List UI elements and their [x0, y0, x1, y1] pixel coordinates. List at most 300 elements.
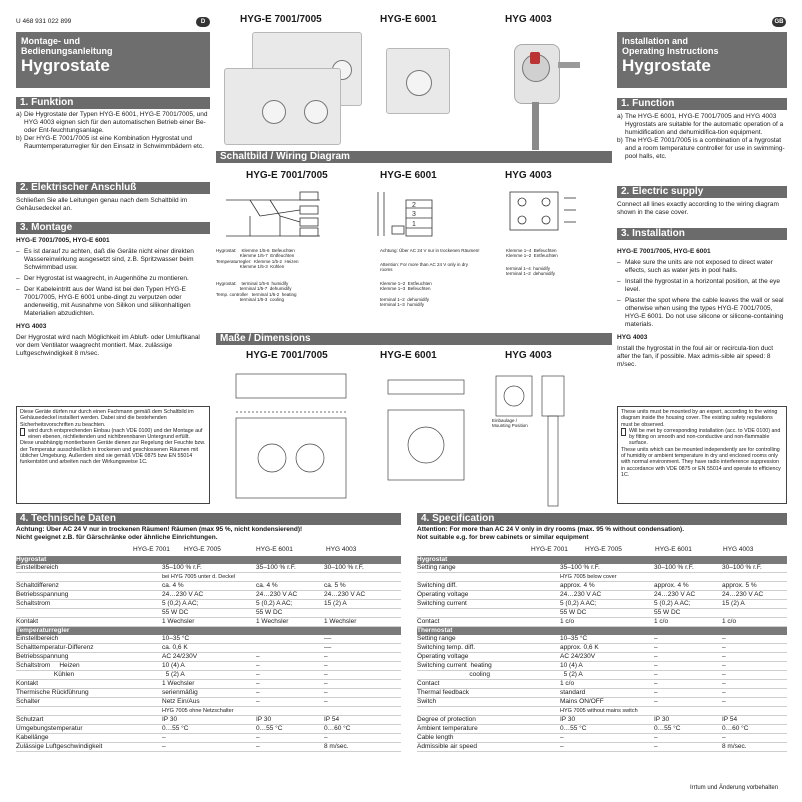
heading-de-3: HYG-E 7001/7005, HYG-E 6001 — [16, 237, 110, 244]
table-cell: ca. 0,6 K — [162, 644, 188, 651]
table-cell: approx. 0,6 K — [560, 644, 599, 651]
table-cell: 10 (4) A — [162, 662, 185, 669]
table-cell: 30–100 % r.F. — [324, 564, 364, 571]
table-cell: cooling — [417, 671, 490, 678]
table-cell — [560, 627, 654, 635]
table-cell: – — [324, 662, 328, 669]
table-de-col-2: HYG-E 7005 — [184, 546, 221, 553]
table-cell — [16, 609, 162, 617]
table-cell: Thermal feedback — [417, 689, 470, 696]
table-cell: Hygrostat — [417, 556, 448, 563]
table-cell: 5 (0,2) A AC; — [256, 600, 293, 607]
table-cell — [324, 627, 394, 635]
table-cell: 1 Wechsler — [324, 618, 357, 625]
table-en-col-3: HYG-E 6001 — [655, 546, 692, 553]
table-cell: 55 W DC — [560, 609, 587, 616]
table-cell — [722, 609, 782, 617]
table-cell: – — [722, 635, 726, 642]
table-row — [16, 564, 401, 573]
heading-en-3b: HYG 4003 — [617, 334, 648, 341]
table-cell: 10 (4) A — [560, 662, 583, 669]
heading-de-3b: HYG 4003 — [16, 323, 47, 330]
lang-badge-en: GB — [772, 17, 786, 27]
table-en-col-2: HYG-E 7005 — [585, 546, 622, 553]
table-en-colheads — [417, 546, 787, 555]
table-cell: Schalter — [16, 698, 40, 705]
table-cell: Contact — [417, 618, 440, 625]
table-cell: IP 54 — [722, 716, 738, 723]
table-row — [16, 689, 401, 698]
title-sub-en-1: Installation and — [622, 36, 689, 46]
table-row — [16, 573, 401, 582]
table-cell — [654, 707, 722, 715]
table-row — [16, 644, 401, 653]
wiring-diagram-3 — [504, 186, 580, 242]
table-cell: Schutzart — [16, 716, 44, 723]
table-cell: approx. 5 % — [722, 582, 757, 589]
table-cell: Setting range — [417, 564, 456, 571]
wiring-diagram-1 — [220, 186, 328, 246]
section-en-3-body: HYG-E 7001/7005, HYG-E 6001 – Make sure the units are not exposed to direct water effects, such as water jets in pool halls. – Install the hygrostat in a horizontal position, at the eye level. – Plaster the spot where the cable leaves the wall or seal otherwise when using the types HYG-E 7001/7005, HYG-E 6001. Do not use silicone or silicone-containing materials. HYG 4003 Install the hygrostat in the foul air or recircula-tion duct after the fan, if possible. Max admis-sible air speed: 8 m/sec. — [617, 248, 787, 372]
table-row — [417, 707, 787, 716]
table-cell: 1 Wechsler — [256, 618, 289, 625]
text-en-3b: Install the hygrostat in the foul air or recircula-tion duct after the fan, if possible. Max admis-sible air speed: 8 m/sec. — [617, 345, 774, 368]
table-cell — [256, 627, 324, 635]
section-de-1-body: a) Die Hygrostate der Typen HYG-E 6001, HYG-E 7001/7005, und HYG 4003 eignen sich für den automatischen Betrieb einer Be- oder Ent-feuchtungsanlage. b) Der HYG-E 7001/7005 ist eine Kombination Hygrostat und Raumtemperaturregler für den Einsatz in Schwimmbädern etc. — [16, 111, 210, 151]
table-row — [417, 573, 787, 582]
table-cell — [324, 556, 394, 564]
table-cell: 24…230 V AC — [256, 591, 298, 598]
title-box-en — [617, 32, 787, 88]
note-de-1: Diese Geräte dürfen nur durch einen Fachmann gemäß dem Schaltbild im Gehäusedeckel installiert werden. Dabei sind die bestehenden Sicherheitsvorschriften zu beachten. — [20, 409, 194, 428]
protection-class-icon — [20, 428, 25, 436]
dim-drawing-3 — [490, 366, 580, 510]
table-cell: HYG 7005 below cover — [560, 574, 617, 580]
table-row — [417, 564, 787, 573]
table-en-col-1: HYG-E 7001 — [531, 546, 568, 553]
table-row — [16, 743, 401, 752]
table-row — [16, 734, 401, 743]
table-cell: 10–35 °C — [560, 635, 588, 642]
table-cell: Switching current — [417, 600, 467, 607]
table-cell: serienmäßig — [162, 689, 198, 696]
table-cell: Switching diff. — [417, 582, 457, 589]
table-cell: – — [560, 734, 564, 741]
table-cell: 1 c/o — [722, 618, 737, 625]
section-en-2: 2. Electric supply — [617, 186, 787, 198]
table-cell — [417, 609, 560, 617]
table-cell: Betriebsspannung — [16, 591, 69, 598]
table-row — [417, 725, 787, 734]
wiring-legend-3-en: terminal 1–4 humidify terminal 1–2 dehumidify — [506, 266, 556, 277]
table-cell: –– — [324, 635, 332, 642]
table-de-col-4: HYG 4003 — [326, 546, 357, 553]
table-cell: Netz Ein/Aus — [162, 698, 200, 705]
dims-bar: Maße / Dimensions — [216, 333, 612, 345]
table-cell: Schaltdifferenz — [16, 582, 59, 589]
table-row — [417, 671, 787, 680]
table-cell: 55 W DC — [162, 609, 189, 616]
table-row — [417, 689, 787, 698]
table-cell: Schaltstrom — [16, 600, 51, 607]
text-en-3-i1: Make sure the units are not exposed to direct water effects, such as water jets in pool halls. — [625, 259, 773, 274]
dims-model-1: HYG-E 7001/7005 — [246, 350, 328, 361]
table-cell: – — [722, 662, 726, 669]
table-row — [16, 635, 401, 644]
table-cell — [16, 573, 162, 581]
table-cell: – — [324, 698, 328, 705]
warning-en-1: Attention: For more than AC 24 V only in dry rooms (max. 95 % without condensation). — [417, 526, 685, 533]
table-cell: Kontakt — [16, 618, 39, 625]
table-row — [417, 609, 787, 618]
table-cell: 24…230 V AC — [654, 591, 696, 598]
table-cell: Setting range — [417, 635, 456, 642]
model-title-3: HYG 4003 — [505, 14, 552, 25]
table-cell — [417, 707, 560, 715]
table-cell: –– — [324, 644, 332, 651]
table-row — [16, 662, 401, 671]
table-cell: 30–100 % r.F. — [654, 564, 694, 571]
section-de-4: 4. Technische Daten — [16, 513, 401, 525]
table-cell: – — [722, 734, 726, 741]
table-cell — [722, 627, 782, 635]
table-group-header — [417, 627, 787, 635]
table-cell: Ambient temperature — [417, 725, 478, 732]
table-cell: 1 c/o — [654, 618, 669, 625]
table-group-header — [16, 627, 401, 635]
table-cell: 10–35 °C — [162, 635, 190, 642]
table-cell: Einstellbereich — [16, 564, 59, 571]
table-cell: – — [256, 698, 260, 705]
wiring-model-3: HYG 4003 — [505, 170, 552, 181]
table-cell: 5 (0,2) A AC; — [560, 600, 597, 607]
text-en-1b: The HYG-E 7001/7005 is a combination of a hygrostat and a room temperature controller for use in swimming-pool halls, etc. — [625, 137, 785, 160]
table-cell: 35–100 % r.F. — [162, 564, 202, 571]
table-cell: Operating voltage — [417, 591, 469, 598]
table-cell: – — [324, 734, 328, 741]
table-cell: 5 (2) A — [560, 671, 583, 678]
table-row — [417, 743, 787, 752]
title-main-de: Hygrostate — [21, 56, 110, 75]
table-row — [417, 618, 787, 627]
table-row — [417, 653, 787, 662]
table-cell — [654, 627, 722, 635]
table-cell: – — [162, 734, 166, 741]
table-cell: Thermostat — [417, 627, 453, 634]
table-cell: – — [324, 680, 328, 687]
table-cell: – — [560, 743, 564, 750]
table-cell — [560, 556, 654, 564]
dim-drawing-2 — [380, 366, 470, 486]
table-cell: – — [654, 680, 658, 687]
table-cell — [256, 573, 324, 581]
wiring-legend-3-de: Klemme 1–4 Befeuchten Klemme 1–2 Entfeuchten — [506, 248, 558, 259]
table-cell: 15 (2) A — [324, 600, 347, 607]
svg-text:1: 1 — [412, 221, 416, 228]
photo-hyg-4003 — [506, 40, 586, 152]
table-row — [417, 734, 787, 743]
table-cell: HYG 7005 ohne Netzschalter — [162, 708, 234, 714]
table-cell: HYG 7005 without mains switch — [560, 708, 638, 714]
table-group-header — [417, 556, 787, 564]
table-cell: Kabellänge — [16, 734, 49, 741]
text-de-1b: Der HYG-E 7001/7005 ist eine Kombination Hygrostat und Raumtemperaturregler für den Einsatz in Schwimmbädern etc. — [24, 135, 204, 150]
text-en-2: Connect all lines exactly according to the wiring diagram shown in the case cover. — [617, 201, 779, 216]
table-cell: 8 m/sec. — [722, 743, 747, 750]
table-cell: 8 m/sec. — [324, 743, 349, 750]
table-cell: – — [256, 662, 260, 669]
warning-de-1: Achtung: Über AC 24 V nur in trockenen Räumen! Räumen (max 95 %, nicht kondensierend)! — [16, 526, 303, 533]
table-cell: Umgebungstemperatur — [16, 725, 83, 732]
table-cell: approx. 4 % — [560, 582, 595, 589]
photo-hyg-7001 — [222, 30, 362, 145]
text-de-3b: Der Hygrostat wird nach Möglichkeit im Abluft- oder Umluftkanal vor dem Ventilator waagrecht montiert. Max. zulässige Luftgeschwindigkeit 8 m/sec. — [16, 334, 200, 357]
note-de-3: Diese unabhängig montierbaren Geräte dienen zur Regelung der Feuchte bzw. der Temperatur ausschließlich in trockenen und geschlossenen Räumen mit üblicher Umgebung. Außerdem sind sie gemäß VDE 0875 bzw EN 55014 funkentstört und arbeiten nach der Wirkungsweise 1C. — [20, 440, 206, 466]
table-cell: 0…55 °C — [654, 725, 681, 732]
svg-text:3: 3 — [412, 211, 416, 218]
table-cell: – — [722, 689, 726, 696]
model-title-2: HYG-E 6001 — [380, 14, 437, 25]
photo-hyg-6001 — [386, 48, 450, 114]
table-cell — [654, 556, 722, 564]
table-cell: 15 (2) A — [722, 600, 745, 607]
section-en-1: 1. Function — [617, 98, 787, 110]
title-sub-en-2: Operating Instructions — [622, 46, 719, 56]
wiring-legend-1-de: Hygrostat: Klemme 1/5-6 Befeuchten Klemme 1/5-7 Entfeuchten Temperaturregler: Klemme 1/5-2 Heizen Klemme 1/5-3 Kühlen — [216, 248, 299, 270]
table-cell: 1 Wechsler — [162, 680, 195, 687]
table-en-col-4: HYG 4003 — [723, 546, 754, 553]
wiring-attention-en: Attention: For more than AC 24 V only in dry rooms — [380, 262, 469, 273]
table-cell: – — [256, 734, 260, 741]
table-cell — [324, 707, 394, 715]
table-cell: Degree of protection — [417, 716, 476, 723]
table-cell: IP 30 — [256, 716, 272, 723]
table-cell: ca. 4 % — [162, 582, 184, 589]
svg-text:2: 2 — [412, 202, 416, 209]
table-cell — [722, 573, 782, 581]
footer-note: Irrtum und Änderung vorbehalten — [690, 785, 779, 791]
title-sub-de-1: Montage- und — [21, 36, 80, 46]
heading-en-3: HYG-E 7001/7005, HYG-E 6001 — [617, 248, 711, 255]
table-cell: – — [256, 689, 260, 696]
wiring-legend-2-en: terminal 1–2 dehumidify terminal 1–3 humidify — [380, 297, 430, 308]
table-cell: 24…230 V AC — [324, 591, 366, 598]
table-row — [16, 725, 401, 734]
table-cell: 5 (2) A — [162, 671, 185, 678]
table-cell: 24…230 V AC — [722, 591, 764, 598]
text-en-1a: The HYG-E 6001, HYG-E 7001/7005 and HYG 4003 Hygrostats are suitable for the automatic operation of a humidification and dehumidifica-tion equipment. — [625, 113, 784, 136]
table-cell — [256, 644, 324, 652]
table-de-col-1: HYG-E 7001 — [133, 546, 170, 553]
lang-badge-de: D — [196, 17, 210, 27]
text-de-3-i3: Der Kabeleintritt aus der Wand ist bei den Typen HYG-E 7001/7005, HYG-E 6001 unbe-dingt zu verputzen oder anderweitig, mit Ausnahme von Silikon und silikonhaltigen Materialien abzudichten. — [24, 286, 191, 317]
table-cell: IP 30 — [654, 716, 670, 723]
dim-drawing-1 — [228, 366, 354, 510]
table-row — [417, 698, 787, 707]
table-row — [417, 662, 787, 671]
table-cell: AC 24/230V — [560, 653, 596, 660]
table-row — [16, 609, 401, 618]
table-row — [16, 618, 401, 627]
table-cell: 24…230 V AC — [560, 591, 602, 598]
table-cell — [324, 573, 394, 581]
table-cell: – — [722, 644, 726, 651]
dims-model-3: HYG 4003 — [505, 350, 552, 361]
table-cell: 55 W DC — [654, 609, 681, 616]
table-group-header — [16, 556, 401, 564]
table-cell: – — [654, 698, 658, 705]
table-row — [16, 707, 401, 716]
table-cell: 0…60 °C — [722, 725, 749, 732]
table-cell: Cable length — [417, 734, 454, 741]
table-row — [417, 716, 787, 725]
table-de-colheads — [16, 546, 401, 555]
table-row — [16, 591, 401, 600]
table-cell: 55 W DC — [256, 609, 283, 616]
table-cell: 0…55 °C — [560, 725, 587, 732]
table-cell: Operating voltage — [417, 653, 469, 660]
table-cell: 0…55 °C — [256, 725, 283, 732]
table-cell — [722, 556, 782, 564]
spec-table-de — [16, 556, 401, 752]
table-cell — [162, 556, 256, 564]
note-en-1: These units must be mounted by an expert, according to the wiring diagram inside the housing cover. The existing safety regulations must be observed. — [621, 409, 778, 428]
table-cell: Einstellbereich — [16, 635, 59, 642]
table-cell — [162, 627, 256, 635]
table-cell: Switching current heating — [417, 662, 492, 669]
warning-en-2: Not suitable e.g. for brew cabinets or similar equipment — [417, 534, 589, 541]
table-cell — [256, 556, 324, 564]
table-cell: 1 c/o — [560, 680, 575, 687]
table-cell: – — [722, 671, 726, 678]
wiring-legend-2-de: Klemme 1–2 Entfeuchten Klemme 1–3 Befeuchten — [380, 281, 432, 292]
table-cell: IP 54 — [324, 716, 340, 723]
text-de-2: Schließen Sie alle Leitungen genau nach dem Schaltbild im Gehäusedeckel an. — [16, 197, 188, 212]
table-de-col-3: HYG-E 6001 — [256, 546, 293, 553]
table-cell: IP 30 — [560, 716, 576, 723]
table-row — [16, 600, 401, 609]
table-cell: approx. 4 % — [654, 582, 689, 589]
table-cell: – — [654, 734, 658, 741]
table-cell: 0…60 °C — [324, 725, 351, 732]
note-en-2: Will be met by corresponding installation (acc. to VDE 0100) and by fitting on smooth and non-conductive and non-flammable surface. — [628, 427, 781, 447]
table-cell — [16, 707, 162, 715]
section-en-4: 4. Specification — [417, 513, 787, 525]
section-en-1-body: a) The HYG-E 6001, HYG-E 7001/7005 and HYG 4003 Hygrostats are suitable for the automatic operation of a humidification and dehumidifica-tion equipment. b) The HYG-E 7001/7005 is a combination of a hygrostat and a room temperature controller for use in swimming-pool halls, etc. — [617, 113, 787, 161]
table-row — [16, 716, 401, 725]
protection-class-icon-en — [621, 428, 626, 436]
text-de-1a: Die Hygrostate der Typen HYG-E 6001, HYG-E 7001/7005, und HYG 4003 eignen sich für den automatischen Betrieb einer Be- oder Ent-feuchtungsanlage. — [24, 111, 208, 134]
text-de-3-i1: Es ist darauf zu achten, daß die Geräte nicht einer direkten Wassereinwirkung ausgesetzt sind, z.B. Spritzwasser beim Schwimmbad usw. — [24, 248, 194, 271]
table-cell: – — [256, 743, 260, 750]
table-cell: Hygrostat — [16, 556, 47, 563]
note-de-2: wird durch entsprechenden Einbau (nach VDE 0100) und der Montage auf einen ebenen, nichtleitenden und nichtbrennbaren Untergrund erfüllt. — [28, 427, 203, 441]
table-cell: – — [722, 698, 726, 705]
table-row — [16, 698, 401, 707]
wiring-model-2: HYG-E 6001 — [380, 170, 437, 181]
table-row — [417, 600, 787, 609]
title-sub-de-2: Bedienungsanleitung — [21, 46, 113, 56]
table-cell: ca. 4 % — [256, 582, 278, 589]
table-row — [16, 671, 401, 680]
table-cell — [654, 573, 722, 581]
table-cell: Switching temp. diff. — [417, 644, 476, 651]
table-cell: AC 24/230V — [162, 653, 198, 660]
text-en-3-i2: Install the hygrostat in a horizontal position, at the eye level. — [625, 278, 781, 293]
table-cell: – — [654, 635, 658, 642]
note-en-3: These units which can be mounted independently are for controlling of humidity or ambient temperature in dry and enclosed rooms only with normal environment. They have radio interference suppression in accordance with VDE 0875 or EN 55014 and operate to efficiency 1C. — [621, 446, 781, 478]
section-de-3-body: HYG-E 7001/7005, HYG-E 6001 – Es ist darauf zu achten, daß die Geräte nicht einer direkten Wassereinwirkung ausgesetzt sind, z.B. Spritzwasser beim Schwimmbad usw. – Der Hygrostat ist waagrecht, in Augenhöhe zu montieren. – Der Kabeleintritt aus der Wand ist bei den Typen HYG-E 7001/7005, HYG-E 6001 unbe-dingt zu verputzen oder anderweitig, mit Ausnahme von Silikon und silikonhaltigen Materialien abzudichten. HYG 4003 Der Hygrostat wird nach Möglichkeit im Abluft- oder Umluftkanal vor dem Ventilator waagrecht montiert. Max. zulässige Luftgeschwindigkeit 8 m/sec. — [16, 237, 210, 361]
table-cell — [256, 707, 324, 715]
table-cell: Zulässige Luftgeschwindigkeit — [16, 743, 103, 750]
table-cell: 30–100 % r.F. — [722, 564, 762, 571]
title-box-de — [16, 32, 210, 88]
section-de-1: 1. Funktion — [16, 97, 210, 109]
table-cell: 5 (0,2) A AC; — [162, 600, 199, 607]
table-row — [417, 591, 787, 600]
table-cell: – — [654, 644, 658, 651]
table-row — [417, 680, 787, 689]
model-title-1: HYG-E 7001/7005 — [240, 14, 322, 25]
safety-note-en — [617, 406, 787, 504]
table-cell: IP 30 — [162, 716, 178, 723]
table-row — [16, 582, 401, 591]
wiring-attention-de: Achtung: Über AC 24 V nur in trockenen Räumen! — [380, 248, 480, 253]
table-cell: Contact — [417, 680, 440, 687]
table-cell: – — [162, 743, 166, 750]
table-cell: Kühlen — [16, 671, 75, 678]
dims-model-2: HYG-E 6001 — [380, 350, 437, 361]
table-cell: – — [256, 680, 260, 687]
table-cell: Mains ON/OFF — [560, 698, 604, 705]
table-cell: 5 (0,2) A AC; — [654, 600, 691, 607]
table-cell: – — [256, 671, 260, 678]
warning-de-2: Nicht geeignet z.B. für Gärschränke oder ähnliche Einrichtungen. — [16, 534, 218, 541]
table-cell: ca. 5 % — [324, 582, 346, 589]
spec-table-en — [417, 556, 787, 752]
section-en-3: 3. Installation — [617, 228, 787, 240]
table-cell: 1 c/o — [560, 618, 575, 625]
table-cell: – — [324, 689, 328, 696]
table-cell: bei HYG 7005 unter d. Deckel — [162, 574, 236, 580]
table-row — [16, 653, 401, 662]
table-cell: – — [654, 671, 658, 678]
section-de-3: 3. Montage — [16, 222, 210, 234]
table-cell: 24…230 V AC — [162, 591, 204, 598]
table-cell: – — [654, 743, 658, 750]
table-cell — [722, 707, 782, 715]
table-cell: Betriebsspannung — [16, 653, 69, 660]
table-cell: – — [324, 671, 328, 678]
table-cell: Kontakt — [16, 680, 39, 687]
table-cell: – — [324, 653, 328, 660]
table-cell: 0…55 °C — [162, 725, 189, 732]
table-cell: – — [256, 653, 260, 660]
table-cell: standard — [560, 689, 586, 696]
table-row — [417, 635, 787, 644]
table-cell: Temperaturregler — [16, 627, 70, 634]
text-en-3-i3: Plaster the spot where the cable leaves the wall or seal otherwise when using the types HYG-E 7001/7005, HYG-E 6001. Do not use silicone or silicone-containing materials. — [625, 297, 784, 328]
text-de-3-i2: Der Hygrostat ist waagrecht, in Augenhöhe zu montieren. — [24, 275, 189, 282]
table-cell: Admissible air speed — [417, 743, 477, 750]
title-main-en: Hygrostate — [622, 56, 711, 75]
table-cell: – — [654, 653, 658, 660]
section-de-2: 2. Elektrischer Anschluß — [16, 182, 210, 194]
table-cell: – — [654, 689, 658, 696]
table-cell: – — [654, 662, 658, 669]
table-cell: – — [722, 680, 726, 687]
table-row — [417, 644, 787, 653]
